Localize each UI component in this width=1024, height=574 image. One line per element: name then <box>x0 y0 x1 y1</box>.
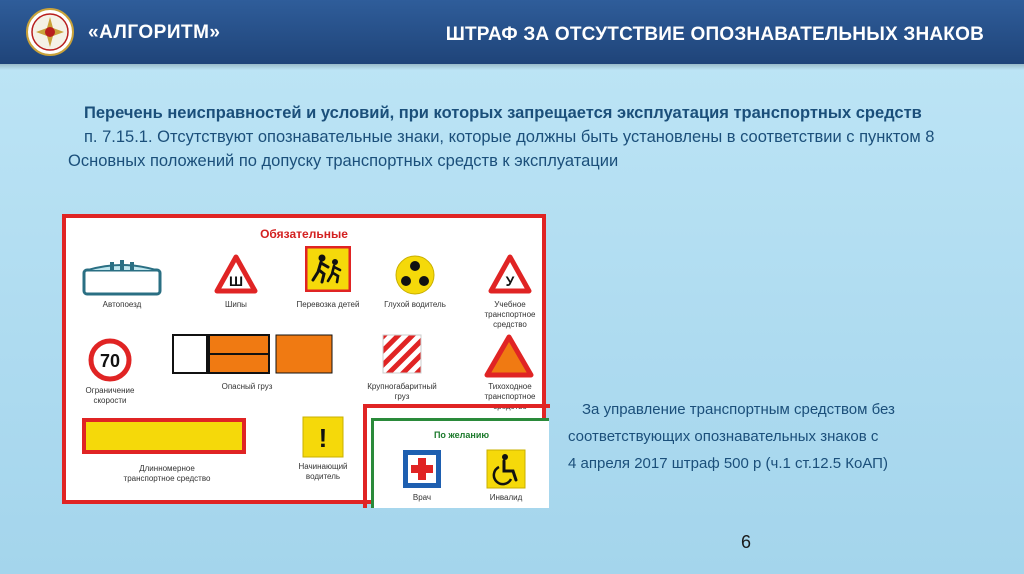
beginner-symbol: ! <box>318 423 328 453</box>
slow-vehicle-sign-icon <box>484 334 534 378</box>
training-vehicle-sign-icon <box>488 254 532 294</box>
long-vehicle-sign-icon <box>82 418 246 454</box>
road-train-sign-icon <box>82 256 162 296</box>
caption-slow-vehicle: Тихоходное транспортное <box>484 382 536 401</box>
caption-road-train: Автопоезд <box>102 300 142 309</box>
header-bar <box>0 0 1024 64</box>
regulation-clause: п. 7.15.1. Отсутствуют опознавательные знаки, которые должны быть установлены в соответствии с пунктом 8 Основных положений по допуску транспортных средств к эксплуатации <box>68 128 935 170</box>
page-number: 6 <box>741 532 752 552</box>
section-divider-horizontal <box>363 404 550 408</box>
optional-signs-box <box>371 418 549 508</box>
regulation-lead: Перечень неисправностей и условий, при которых запрещается эксплуатация транспортных средств <box>84 104 922 122</box>
caption-beginner-driver: Начинающий водитель <box>298 462 348 481</box>
dangerous-cargo-sign-icon <box>172 334 334 374</box>
speed-limit-sign-icon <box>88 338 132 382</box>
caption-oversized-cargo: Крупногабаритный груз <box>367 382 437 401</box>
panel-title: Обязательные <box>260 227 348 241</box>
caption-children-transport: Перевозка детей <box>296 300 360 309</box>
signs-panel <box>62 214 546 504</box>
studs-letter: Ш <box>228 273 244 289</box>
caption-doctor: Врач <box>412 493 432 502</box>
brand-name: «АЛГОРИТМ» <box>88 22 221 43</box>
fine-text <box>568 396 988 477</box>
children-transport-sign-icon <box>305 246 351 292</box>
section-divider-vertical <box>363 406 367 508</box>
oversized-cargo-sign-icon <box>382 334 422 374</box>
caption-dangerous-cargo: Опасный груз <box>221 382 273 391</box>
regulation-text <box>68 101 998 173</box>
fine-line-3: 4 апреля 2017 штраф 500 р (ч.1 ст.12.5 КоАП) <box>568 455 888 472</box>
studs-sign-icon <box>214 254 258 294</box>
caption-deaf-driver: Глухой водитель <box>384 300 446 309</box>
fine-line-1: За управление транспортным средством без <box>582 401 895 418</box>
optional-title: По желанию <box>433 430 490 440</box>
caption-speed-limit: Ограничение скорости <box>85 386 135 405</box>
training-letter: У <box>505 273 515 289</box>
caption-long-vehicle: Длинномерное транспортное средство <box>123 464 211 483</box>
deaf-driver-sign-icon <box>394 254 436 296</box>
disabled-sign-icon <box>486 449 526 489</box>
doctor-sign-icon <box>402 449 442 489</box>
page-title: ШТРАФ ЗА ОТСУТСТВИЕ ОПОЗНАВАТЕЛЬНЫХ ЗНАКОВ <box>445 24 984 45</box>
speed-limit-value: 70 <box>99 351 121 371</box>
caption-studs: Шипы <box>225 300 247 309</box>
caption-training-vehicle: Учебное транспортное средство <box>484 300 536 329</box>
fine-line-2: соответствующих опознавательных знаков с <box>568 428 879 445</box>
emblem-logo-icon <box>26 8 74 56</box>
beginner-driver-sign-icon <box>302 416 344 458</box>
caption-disabled: Инвалид <box>489 493 523 502</box>
